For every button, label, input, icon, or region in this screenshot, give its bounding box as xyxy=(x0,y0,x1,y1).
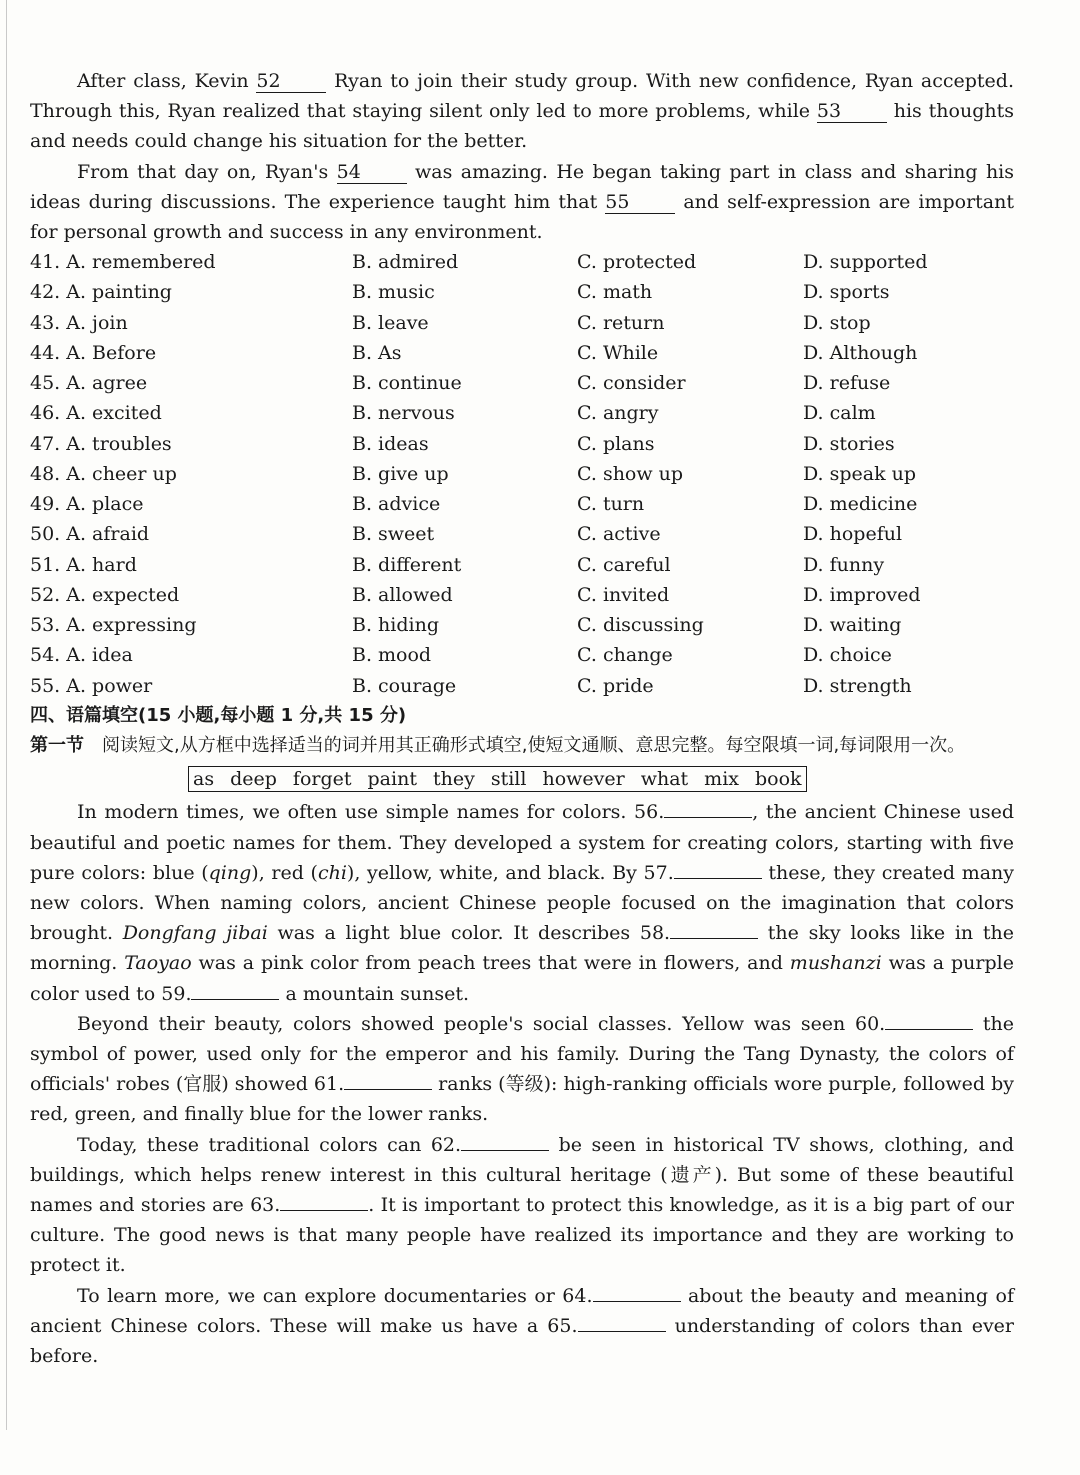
option-row: 53. A. expressing B. hiding C. discussing D. waiting xyxy=(30,614,902,637)
exam-page xyxy=(30,66,1014,1371)
option-row: 51. A. hard B. different C. careful D. funny xyxy=(30,553,885,576)
option-row: 50. A. afraid B. sweet C. active D. hopeful xyxy=(30,523,903,546)
answer-options-list xyxy=(30,247,1014,701)
option-row: 52. A. expected B. allowed C. invited D. improved xyxy=(30,583,921,606)
blank-54: 54 xyxy=(337,161,407,184)
blank-61 xyxy=(344,1089,432,1090)
word-box-item: forget xyxy=(292,768,352,791)
blank-59 xyxy=(191,999,279,1000)
word-box-item: they xyxy=(432,768,475,791)
page-margin-line xyxy=(6,0,7,1430)
blank-58 xyxy=(670,938,758,939)
option-row: 54. A. idea B. mood C. change D. choice xyxy=(30,644,892,667)
option-row: 55. A. power B. courage C. pride D. strength xyxy=(30,674,912,697)
blank-57 xyxy=(674,878,762,879)
blank-63 xyxy=(280,1210,368,1211)
colors-paragraph-4: To learn more, we can explore documentaries or 64. about the beauty and meaning of ancient Chinese colors. These will make us have a 65. understanding of colors than ever before. xyxy=(30,1284,1015,1368)
option-row: 45. A. agree B. continue C. consider D. refuse xyxy=(30,372,891,395)
blank-56 xyxy=(664,817,752,818)
option-row: 41. A. remembered B. admired C. protected D. supported xyxy=(30,251,928,274)
option-row: 43. A. join B. leave C. return D. stop xyxy=(30,311,871,334)
word-box-item: deep xyxy=(230,768,277,791)
option-row: 44. A. Before B. As C. While D. Although xyxy=(30,341,918,364)
word-box-item: mix xyxy=(704,768,739,791)
word-box-item: however xyxy=(542,768,625,791)
blank-53: 53 xyxy=(817,100,887,123)
blank-52: 52 xyxy=(256,70,326,93)
option-row: 49. A. place B. advice C. turn D. medicine xyxy=(30,493,918,516)
blank-60 xyxy=(885,1029,973,1030)
colors-paragraph-2: Beyond their beauty, colors showed people's social classes. Yellow was seen 60. the symbol of power, used only for the emperor and his family. During the Tang Dynasty, the colors of officials' robes (官服) showed 61. ranks (等级): high-ranking officials wore purple, followed by red, green, and finally blue for the lower ranks. xyxy=(30,1012,1015,1126)
blank-55: 55 xyxy=(605,191,675,214)
section-instructions: 第一节 阅读短文,从方框中选择适当的词并用其正确形式填空,使短文通顺、意思完整。每空限填一词,每词限用一次。 xyxy=(30,735,966,757)
blank-62 xyxy=(461,1150,549,1151)
word-box-row xyxy=(30,761,1014,797)
blank-64 xyxy=(593,1301,681,1302)
option-row: 42. A. painting B. music C. math D. sports xyxy=(30,281,890,304)
word-box-item: still xyxy=(490,768,527,791)
word-box xyxy=(188,766,807,792)
word-box-item: paint xyxy=(367,768,417,791)
option-row: 47. A. troubles B. ideas C. plans D. stories xyxy=(30,432,895,455)
option-row: 48. A. cheer up B. give up C. show up D. speak up xyxy=(30,462,917,485)
subsection-label: 第一节 xyxy=(30,735,84,757)
word-box-item: as xyxy=(193,768,215,791)
blank-65 xyxy=(578,1331,666,1332)
colors-paragraph-3: Today, these traditional colors can 62. be seen in historical TV shows, clothing, and buildings, which helps renew interest in this cultural heritage (遗产). But some of these beautiful names and stories are 63. . It is important to protect this knowledge, as it is a big part of our culture. The good news is that many people have realized its importance and they are working to protect it. xyxy=(30,1133,1015,1277)
passage-paragraph-1: After class, Kevin 52 Ryan to join their study group. With new confidence, Ryan accepted. Through this, Ryan realized that staying silent only led to more problems, while 53 his thoughts and needs could change his situation for the better. xyxy=(30,70,1015,153)
word-box-item: what xyxy=(640,768,689,791)
colors-paragraph-1: In modern times, we often use simple names for colors. 56. , the ancient Chinese used beautiful and poetic names for them. They developed a system for creating colors, starting with five pure colors: blue (qing), red (chi), yellow, white, and black. By 57. these, they created many new colors. When naming colors, ancient Chinese people focused on the imagination that colors brought. Dongfang jibai was a light blue color. It describes 58. the sky looks like in the morning. Taoyao was a pink color from peach trees that were in flowers, and mushanzi was a purple color used to 59. a mountain sunset. xyxy=(30,801,1015,1005)
section-title: 四、语篇填空(15 小题,每小题 1 分,共 15 分) xyxy=(30,704,407,726)
passage-paragraph-2: From that day on, Ryan's 54 was amazing. He began taking part in class and sharing his ideas during discussions. The experience taught him that 55 and self-expression are important for personal growth and success in any environment. xyxy=(30,160,1015,244)
word-box-item: book xyxy=(754,768,802,791)
option-row: 46. A. excited B. nervous C. angry D. calm xyxy=(30,402,876,425)
